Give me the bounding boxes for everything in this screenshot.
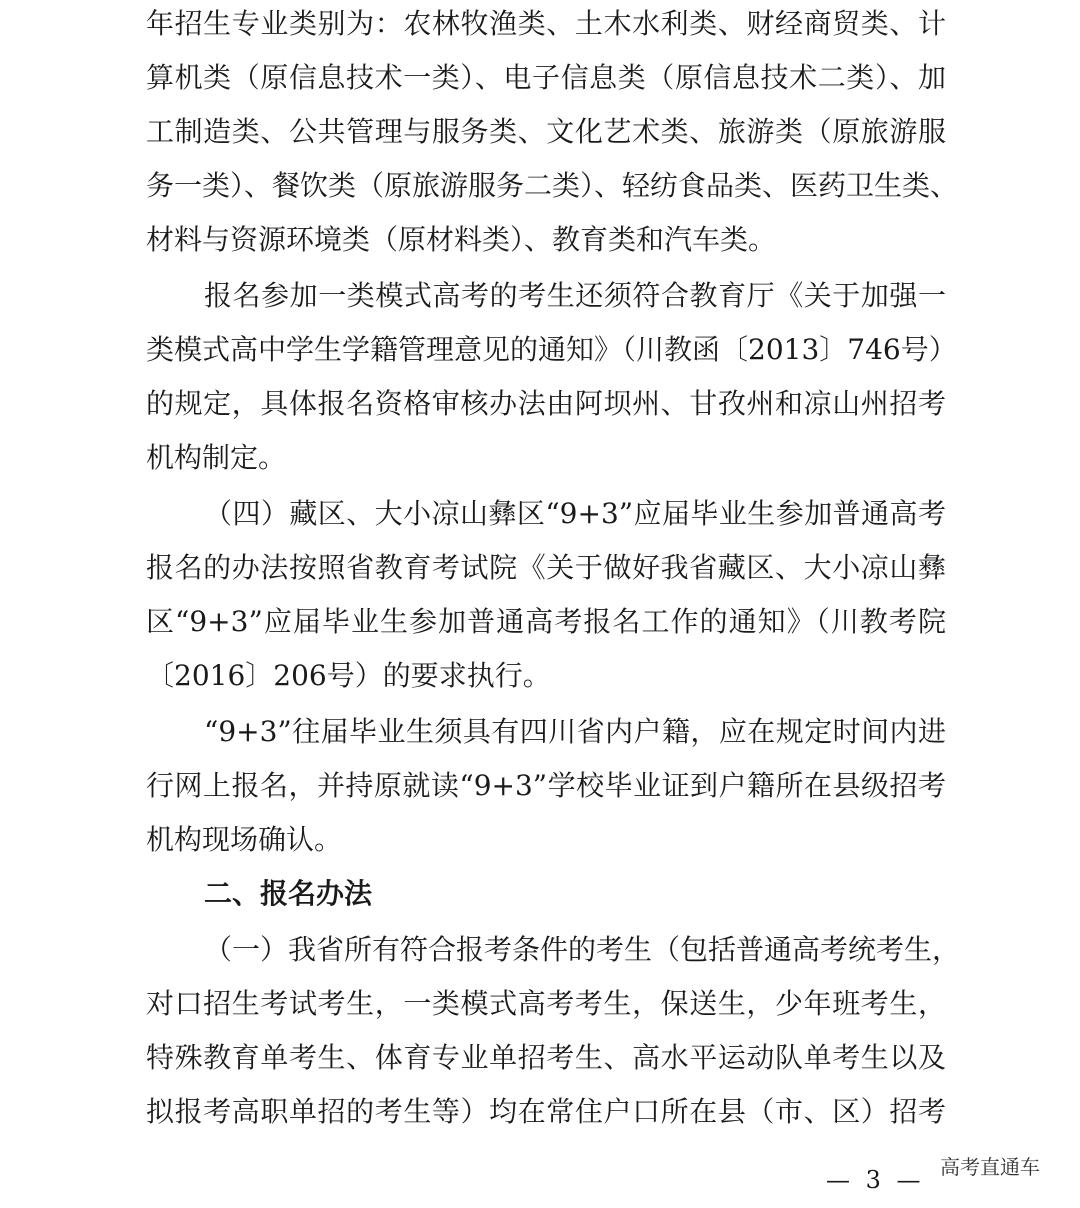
paragraph-line: 机构现场确认。 (146, 823, 343, 856)
section-heading: 二、报名办法 (204, 877, 373, 910)
paragraph-line: “9+3”往届毕业生须具有四川省内户籍，应在规定时间内进 (204, 715, 946, 748)
paragraph-line: 机构制定。 (146, 441, 287, 474)
page-number: — 3 — (826, 1166, 925, 1194)
paragraph-line: 对口招生考试考生，一类模式高考考生，保送生，少年班考生， (146, 987, 946, 1020)
paragraph-line: （四）藏区、大小凉山彝区“9+3”应届毕业生参加普通高考 (204, 497, 946, 530)
paragraph-line: 工制造类、公共管理与服务类、文化艺术类、旅游类（原旅游服 (146, 115, 946, 148)
paragraph-line: 行网上报名，并持原就读“9+3”学校毕业证到户籍所在县级招考 (146, 769, 946, 802)
paragraph-line: 的规定，具体报名资格审核办法由阿坝州、甘孜州和凉山州招考 (146, 387, 946, 420)
paragraph-line: 〔2016〕206号）的要求执行。 (146, 659, 551, 692)
paragraph-line: 务一类）、餐饮类（原旅游服务二类）、轻纺食品类、医药卫生类、 (146, 169, 959, 202)
paragraph-line: 年招生专业类别为：农林牧渔类、土木水利类、财经商贸类、计 (146, 7, 946, 40)
paragraph-line: 类模式高中学生学籍管理意见的通知》（川教函〔2013〕746号） (146, 333, 957, 366)
paragraph-line: 拟报考高职单招的考生等）均在常住户口所在县（市、区）招考 (146, 1095, 946, 1128)
paragraph-line: 报名的办法按照省教育考试院《关于做好我省藏区、大小凉山彝 (146, 551, 946, 584)
paragraph-line: （一）我省所有符合报考条件的考生（包括普通高考统考生， (204, 933, 961, 966)
paragraph-line: 算机类（原信息技术一类）、电子信息类（原信息技术二类）、加 (146, 61, 946, 94)
watermark-text: 高考直通车 (940, 1155, 1040, 1179)
paragraph-line: 报名参加一类模式高考的考生还须符合教育厅《关于加强一 (204, 279, 946, 312)
paragraph-line: 区“9+3”应届毕业生参加普通高考报名工作的通知》（川教考院 (146, 605, 946, 638)
paragraph-line: 材料与资源环境类（原材料类）、教育类和汽车类。 (146, 223, 777, 256)
paragraph-line: 特殊教育单考生、体育专业单招考生、高水平运动队单考生以及 (146, 1041, 946, 1074)
